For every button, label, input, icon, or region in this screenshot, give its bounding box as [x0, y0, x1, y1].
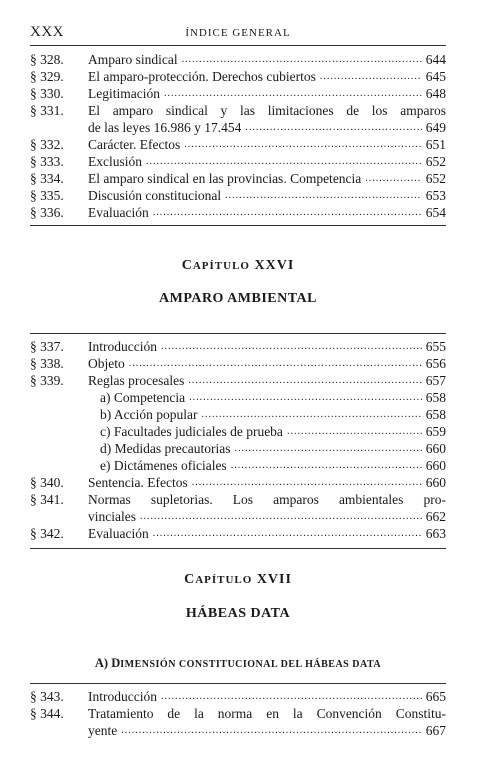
dot-leader — [157, 688, 422, 705]
entry-title: Introducción — [88, 689, 157, 704]
dot-leader — [241, 119, 422, 136]
dot-leader — [136, 508, 422, 525]
page-reference: 654 — [425, 205, 446, 220]
dot-leader — [160, 85, 422, 102]
entry-title: Carácter. Efectos — [88, 137, 181, 152]
section-number: § 337. — [30, 339, 64, 354]
block-rule — [30, 225, 446, 226]
section-number: § 332. — [30, 137, 64, 152]
entry-title: Sentencia. Efectos — [88, 475, 188, 490]
section-number: § 328. — [30, 52, 64, 67]
dot-leader — [157, 338, 422, 355]
section-number: § 338. — [30, 356, 64, 371]
toc-entry — [30, 525, 446, 542]
entry-title: b) Acción popular — [100, 407, 198, 422]
dot-leader — [316, 68, 422, 85]
dot-leader — [227, 457, 422, 474]
page-reference: 645 — [425, 69, 446, 84]
section-number: § 331. — [30, 103, 64, 118]
dot-leader — [178, 51, 422, 68]
section-number: § 342. — [30, 526, 64, 541]
chapter-number: XVII — [256, 572, 292, 587]
toc-entry — [30, 355, 446, 372]
toc-entry — [30, 491, 446, 525]
page-reference: 648 — [425, 86, 446, 101]
page-reference: 662 — [425, 509, 446, 524]
section-number: § 336. — [30, 205, 64, 220]
page-reference: 660 — [425, 441, 446, 456]
page-reference: 658 — [425, 390, 446, 405]
block-rule — [30, 548, 446, 549]
toc-entry — [30, 688, 446, 705]
entry-title: d) Medidas precautorias — [100, 441, 231, 456]
page-reference: 667 — [425, 723, 446, 738]
page-header — [30, 24, 446, 42]
entry-title: Exclusión — [88, 154, 142, 169]
toc-entry — [30, 153, 446, 170]
dot-leader — [230, 440, 422, 457]
entry-title: yente — [88, 723, 118, 738]
chapter-title: AMPARO AMBIENTAL — [159, 291, 317, 306]
toc-entry — [30, 170, 446, 187]
entry-title: Evaluación — [88, 205, 149, 220]
page-reference: 644 — [425, 52, 446, 67]
section-heading: A) DIMENSIÓN CONSTITUCIONAL DEL HÁBEAS DATA — [94, 656, 382, 670]
entry-title: Amparo sindical — [88, 52, 178, 67]
dot-leader — [185, 389, 422, 406]
entry-title: e) Dictámenes oficiales — [100, 458, 227, 473]
entry-title-line: Normas supletorias. Los amparos ambientales pro- — [88, 492, 446, 507]
section-number: § 335. — [30, 188, 64, 203]
chapter-heading: CAPÍTULO XVII — [184, 572, 292, 587]
section-number: § 339. — [30, 373, 64, 388]
dot-leader — [361, 170, 422, 187]
toc-entry — [30, 338, 446, 355]
page-reference: 663 — [425, 526, 446, 541]
page-reference: 660 — [425, 458, 446, 473]
toc-subentry — [30, 423, 446, 440]
dot-leader — [149, 204, 422, 221]
dot-leader — [149, 525, 422, 542]
block-rule — [30, 333, 446, 334]
entry-title: Discusión constitucional — [88, 188, 222, 203]
chapter-number: XXVI — [254, 258, 295, 273]
page-reference: 658 — [425, 407, 446, 422]
page-reference: 656 — [425, 356, 446, 371]
dot-leader — [283, 423, 422, 440]
dot-leader — [184, 372, 422, 389]
entry-title-line: El amparo sindical y las limitaciones de los amparos — [88, 103, 446, 118]
entry-title-line: Tratamiento de la norma en la Convención Constitu- — [88, 706, 446, 721]
toc-entry — [30, 187, 446, 204]
toc-entry — [30, 136, 446, 153]
entry-title: a) Competencia — [100, 390, 186, 405]
toc-entry — [30, 705, 446, 739]
entry-title: de las leyes 16.986 y 17.454 — [88, 120, 242, 135]
toc-subentry — [30, 406, 446, 423]
dot-leader — [221, 187, 422, 204]
section-number: § 344. — [30, 706, 64, 721]
page-reference: 651 — [425, 137, 446, 152]
section-number: § 333. — [30, 154, 64, 169]
dot-leader — [197, 406, 422, 423]
entry-title: Introducción — [88, 339, 157, 354]
dot-leader — [142, 153, 422, 170]
page-reference: 653 — [425, 188, 446, 203]
page-number: XXX — [30, 24, 64, 40]
toc-entry — [30, 51, 446, 68]
dot-leader — [188, 474, 422, 491]
toc-entry — [30, 68, 446, 85]
block-rule — [30, 683, 446, 684]
chapter-heading: CAPÍTULO XXVI — [181, 258, 295, 273]
chapter-title: HÁBEAS DATA — [185, 606, 291, 621]
section-number: § 330. — [30, 86, 64, 101]
dot-leader — [125, 355, 422, 372]
page-reference: 665 — [425, 689, 446, 704]
section-number: § 340. — [30, 475, 64, 490]
header-rule — [30, 45, 446, 46]
page-reference: 660 — [425, 475, 446, 490]
entry-title: Evaluación — [88, 526, 149, 541]
toc-subentry — [30, 440, 446, 457]
section-number: § 329. — [30, 69, 64, 84]
page-reference: 649 — [425, 120, 446, 135]
dot-leader — [180, 136, 422, 153]
toc-entry — [30, 102, 446, 136]
entry-title: El amparo-protección. Derechos cubiertos — [88, 69, 316, 84]
toc-block-chapter-xvii — [30, 688, 446, 739]
toc-subentry — [30, 457, 446, 474]
running-title: ÍNDICE GENERAL — [185, 27, 291, 39]
page-reference: 652 — [425, 154, 446, 169]
toc-subentry — [30, 389, 446, 406]
entry-title: vinciales — [88, 509, 136, 524]
entry-title: Objeto — [88, 356, 125, 371]
toc-entry — [30, 372, 446, 389]
toc-entry — [30, 204, 446, 221]
entry-title: El amparo sindical en las provincias. Competencia — [88, 171, 362, 186]
toc-block-chapter-xxv — [30, 51, 446, 221]
page-reference: 655 — [425, 339, 446, 354]
entry-title: Legitimación — [88, 86, 160, 101]
section-number: § 341. — [30, 492, 64, 507]
section-number: § 343. — [30, 689, 64, 704]
entry-title: c) Facultades judiciales de prueba — [100, 424, 283, 439]
dot-leader — [117, 722, 422, 739]
toc-entry — [30, 474, 446, 491]
toc-block-chapter-xxvi — [30, 338, 446, 542]
page-reference: 659 — [425, 424, 446, 439]
page-reference: 657 — [425, 373, 446, 388]
entry-title: Reglas procesales — [88, 373, 185, 388]
toc-entry — [30, 85, 446, 102]
page-reference: 652 — [425, 171, 446, 186]
section-number: § 334. — [30, 171, 64, 186]
